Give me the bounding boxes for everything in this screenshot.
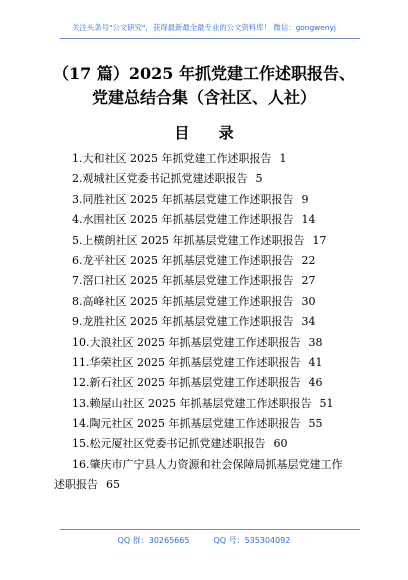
toc-item-6[interactable]	[72, 251, 372, 271]
toc-item-page: 22	[301, 253, 316, 267]
toc-item-2[interactable]	[72, 169, 372, 189]
toc-item-5[interactable]	[72, 231, 372, 251]
toc-item-page: 60	[273, 437, 288, 451]
toc-item-text: 5.上横朗社区 2025 年抓基层党建工作述职报告	[72, 233, 305, 247]
toc-item-text: 15.松元厦社区党委书记抓党建述职报告	[72, 437, 266, 451]
toc-item-page: 41	[308, 355, 323, 369]
header-notice: 关注头条号"公文研究"，获得最新最全最专业的公文资料库！ 微信：gongwenyj	[72, 23, 336, 32]
toc-item-12[interactable]	[72, 373, 372, 393]
toc-item-14[interactable]	[72, 414, 372, 434]
toc-item-text: 4.水围社区 2025 年抓基层党建工作述职报告	[72, 213, 294, 227]
toc-item-page: 9	[301, 192, 309, 206]
toc-item-page: 27	[301, 274, 316, 288]
toc-item-text: 6.龙平社区 2025 年抓基层党建工作述职报告	[72, 253, 294, 267]
toc-heading: 目 录	[174, 124, 246, 142]
toc-item-text: 3.同胜社区 2025 年抓基层党建工作述职报告	[72, 192, 294, 206]
toc-item-9[interactable]	[72, 312, 372, 332]
toc-item-text: 2.观城社区党委书记抓党建述职报告	[72, 172, 248, 186]
toc-item-text: 16.肇庆市广宁县人力资源和社会保障局抓基层党建工作	[72, 457, 343, 471]
toc-item-text: 12.新石社区 2025 年抓基层党建工作述职报告	[72, 376, 301, 390]
toc-item-text-continued: 述职报告 65	[54, 478, 120, 492]
toc-item-page: 34	[301, 315, 316, 329]
toc-item-15[interactable]	[72, 434, 372, 454]
document-title	[0, 62, 408, 110]
toc-item-page: 51	[319, 396, 334, 410]
toc-item-text: 1.大和社区 2025 年抓党建工作述职报告	[72, 152, 272, 165]
toc-item-text: 9.龙胜社区 2025 年抓基层党建工作述职报告	[72, 315, 294, 329]
toc-item-text: 11.华荣社区 2025 年抓基层党建工作述职报告	[72, 355, 301, 369]
toc-item-4[interactable]	[72, 210, 372, 230]
toc-item-3[interactable]	[72, 190, 372, 210]
table-of-contents	[54, 149, 372, 496]
toc-item-page: 55	[308, 417, 323, 431]
footer-divider	[60, 529, 360, 530]
toc-item-10[interactable]	[72, 333, 372, 353]
title-line-1: （17 篇）2025 年抓党建工作述职报告、	[53, 64, 355, 83]
toc-item-text: 13.赖屋山社区 2025 年抓基层党建工作述职报告	[72, 396, 312, 410]
toc-item-page: 14	[301, 213, 316, 227]
toc-item-13[interactable]	[72, 394, 372, 414]
toc-item-text: 14.陶元社区 2025 年抓基层党建工作述职报告	[72, 417, 301, 431]
toc-item-text: 10.大浪社区 2025 年抓基层党建工作述职报告	[72, 335, 301, 349]
toc-item-page: 38	[308, 335, 323, 349]
toc-item-1[interactable]	[72, 149, 372, 169]
toc-item-8[interactable]	[72, 292, 372, 312]
qq-number: QQ 号：535304092	[213, 536, 291, 545]
toc-item-page: 5	[255, 172, 263, 186]
qq-group: QQ 群：30265665	[117, 536, 190, 545]
toc-item-text: 8.高峰社区 2025 年抓基层党建工作述职报告	[72, 294, 294, 308]
toc-item-page: 30	[301, 294, 316, 308]
toc-item-page: 65	[106, 478, 120, 492]
toc-item-page: 1	[279, 152, 287, 165]
footer-contact	[0, 535, 408, 546]
toc-item-page: 46	[308, 376, 323, 390]
toc-item-7[interactable]	[72, 271, 372, 291]
toc-item-page: 17	[312, 233, 327, 247]
toc-item-text: 7.滘口社区 2025 年抓基层党建工作述职报告	[72, 274, 294, 288]
toc-item-16[interactable]	[54, 455, 372, 496]
toc-item-11[interactable]	[72, 353, 372, 373]
title-line-2: 党建总结合集（含社区、人社）	[91, 88, 316, 107]
header-divider	[60, 38, 360, 39]
